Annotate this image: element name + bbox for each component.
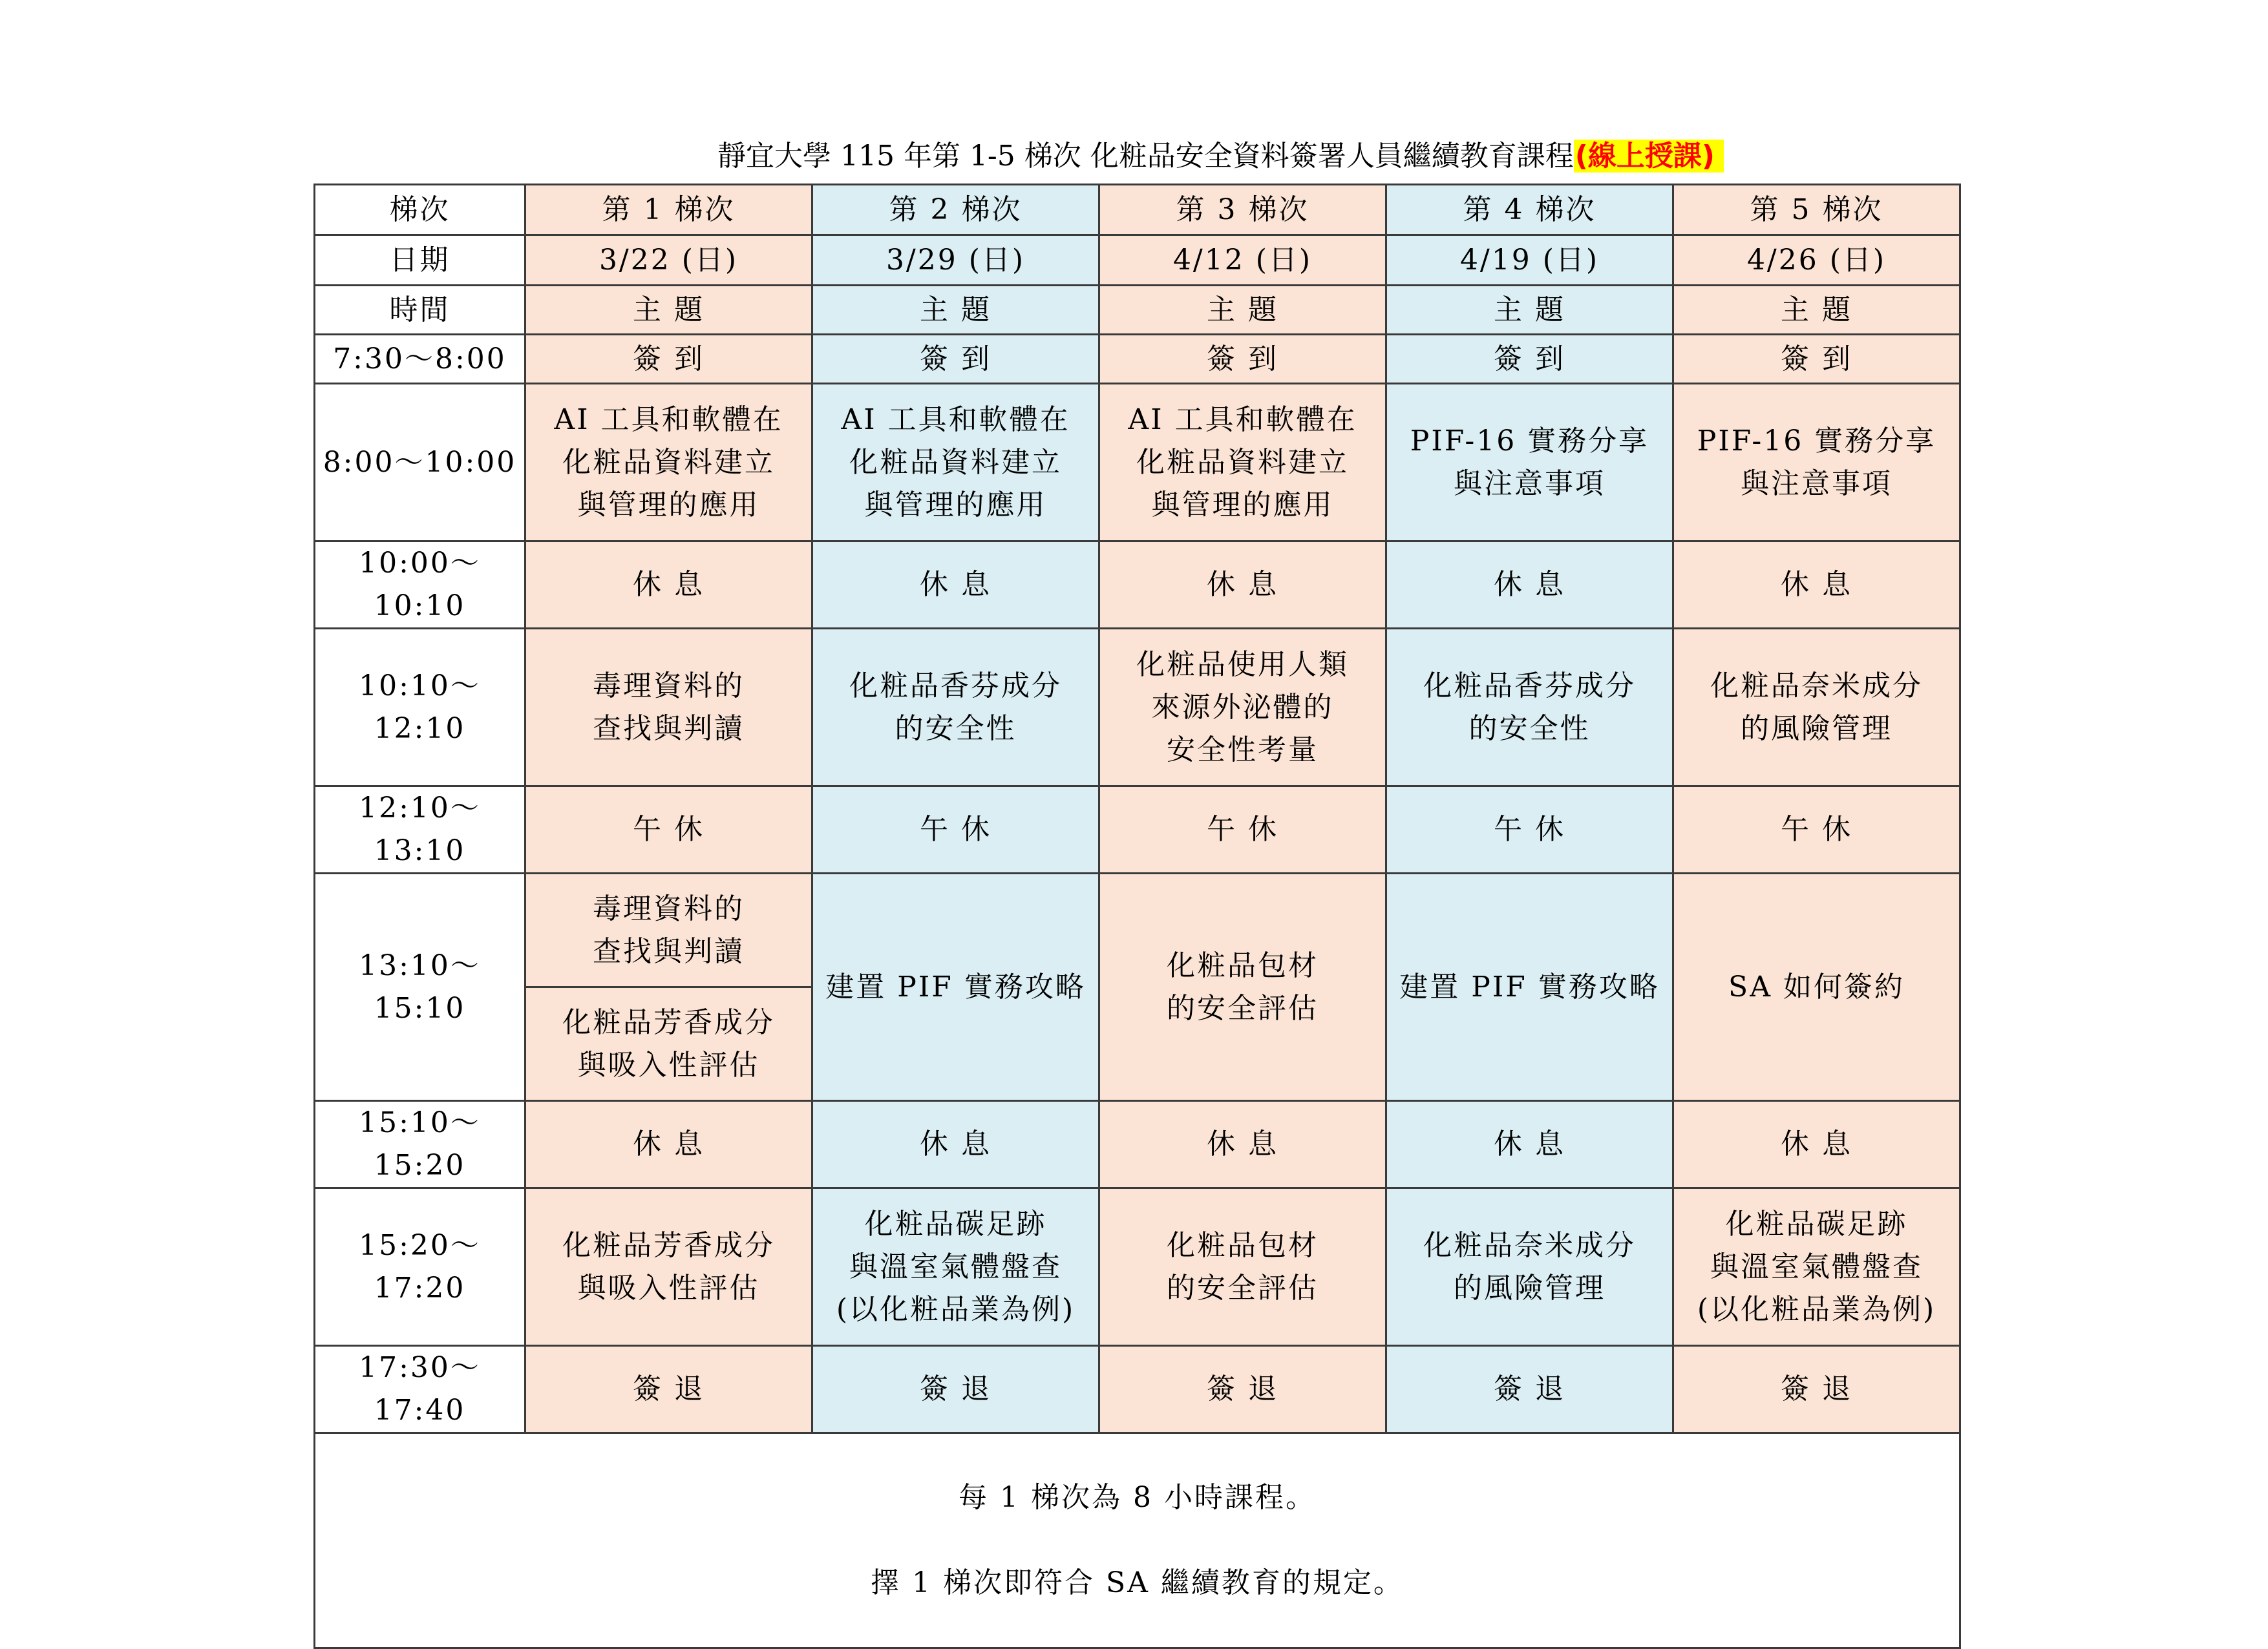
topic-cell-4: 建置 PIF 實務攻略 <box>1386 874 1673 1101</box>
date-cell-1: 3/22 (日) <box>525 235 812 286</box>
break-cell-2: 休 息 <box>812 541 1099 629</box>
break-cell-1: 休 息 <box>525 541 812 629</box>
checkin-cell-2: 簽 到 <box>812 335 1099 384</box>
table-row-header <box>315 185 1960 235</box>
session-header-2: 第 2 梯次 <box>812 185 1099 235</box>
break-cell-4: 休 息 <box>1386 1101 1673 1188</box>
table-row-dates <box>315 235 1960 286</box>
topic-cell-5: SA 如何簽約 <box>1673 874 1960 1101</box>
topic-header-4: 主 題 <box>1386 286 1673 335</box>
course-schedule-table <box>313 184 1961 1649</box>
session-header-5: 第 5 梯次 <box>1673 185 1960 235</box>
table-row-1520 <box>315 1188 1960 1346</box>
time-cell: 15:10～15:20 <box>315 1101 525 1188</box>
table-row-checkin <box>315 335 1960 384</box>
notes-cell <box>315 1433 1960 1648</box>
session-header-1: 第 1 梯次 <box>525 185 812 235</box>
table-row-break-1000 <box>315 541 1960 629</box>
table-row-break-1510 <box>315 1101 1960 1188</box>
checkout-cell-1: 簽 退 <box>525 1346 812 1433</box>
date-cell-5: 4/26 (日) <box>1673 235 1960 286</box>
time-cell: 10:10～12:10 <box>315 629 525 786</box>
topic-cell-4: PIF-16 實務分享 與注意事項 <box>1386 384 1673 541</box>
lunch-cell-3: 午 休 <box>1099 786 1386 874</box>
break-cell-1: 休 息 <box>525 1101 812 1188</box>
time-cell: 15:20～17:20 <box>315 1188 525 1346</box>
lunch-cell-4: 午 休 <box>1386 786 1673 874</box>
topic-cell-1: 化粧品芳香成分 與吸入性評估 <box>525 1188 812 1346</box>
topic-cell-2: 化粧品香芬成分 的安全性 <box>812 629 1099 786</box>
topic-header-5: 主 題 <box>1673 286 1960 335</box>
topic-cell-1: 毒理資料的 查找與判讀 <box>525 629 812 786</box>
table-row-checkout <box>315 1346 1960 1433</box>
time-cell: 12:10～13:10 <box>315 786 525 874</box>
table-row-1310-a <box>315 874 1960 987</box>
topic-cell-5: PIF-16 實務分享 與注意事項 <box>1673 384 1960 541</box>
table-row-lunch <box>315 786 1960 874</box>
checkout-cell-2: 簽 退 <box>812 1346 1099 1433</box>
time-cell: 17:30～17:40 <box>315 1346 525 1433</box>
topic-cell-5: 化粧品碳足跡 與溫室氣體盤查 (以化粧品業為例) <box>1673 1188 1960 1346</box>
topic-cell-3: 化粧品包材 的安全評估 <box>1099 874 1386 1101</box>
lunch-cell-5: 午 休 <box>1673 786 1960 874</box>
note-line-1: 每 1 梯次為 8 小時課程。 <box>959 1481 1316 1514</box>
topic-cell-2: 化粧品碳足跡 與溫室氣體盤查 (以化粧品業為例) <box>812 1188 1099 1346</box>
time-cell: 10:00～10:10 <box>315 541 525 629</box>
topic-header-3: 主 題 <box>1099 286 1386 335</box>
time-cell: 7:30～8:00 <box>315 335 525 384</box>
time-cell: 8:00～10:00 <box>315 384 525 541</box>
break-cell-3: 休 息 <box>1099 1101 1386 1188</box>
topic-cell-4: 化粧品香芬成分 的安全性 <box>1386 629 1673 786</box>
checkin-cell-4: 簽 到 <box>1386 335 1673 384</box>
table-row-notes <box>315 1433 1960 1648</box>
break-cell-2: 休 息 <box>812 1101 1099 1188</box>
lunch-cell-2: 午 休 <box>812 786 1099 874</box>
date-cell-4: 4/19 (日) <box>1386 235 1673 286</box>
time-cell: 13:10～15:10 <box>315 874 525 1101</box>
checkin-cell-5: 簽 到 <box>1673 335 1960 384</box>
date-cell-3: 4/12 (日) <box>1099 235 1386 286</box>
title-main: 靜宜大學 115 年第 1-5 梯次 化粧品安全資料簽署人員繼續教育課程 <box>717 140 1574 173</box>
topic-cell-5: 化粧品奈米成分 的風險管理 <box>1673 629 1960 786</box>
checkout-cell-3: 簽 退 <box>1099 1346 1386 1433</box>
topic-cell-1-bottom: 化粧品芳香成分 與吸入性評估 <box>525 987 812 1101</box>
topic-cell-3: AI 工具和軟體在 化粧品資料建立 與管理的應用 <box>1099 384 1386 541</box>
break-cell-4: 休 息 <box>1386 541 1673 629</box>
table-row-1010 <box>315 629 1960 786</box>
break-cell-5: 休 息 <box>1673 541 1960 629</box>
document-title <box>717 137 1724 176</box>
note-line-2: 擇 1 梯次即符合 SA 繼續教育的規定。 <box>871 1566 1404 1599</box>
checkin-cell-1: 簽 到 <box>525 335 812 384</box>
table-row-topic-header <box>315 286 1960 335</box>
topic-cell-3: 化粧品使用人類 來源外泌體的 安全性考量 <box>1099 629 1386 786</box>
session-header-4: 第 4 梯次 <box>1386 185 1673 235</box>
dates-label: 日期 <box>315 235 525 286</box>
topic-header-1: 主 題 <box>525 286 812 335</box>
topic-cell-2: AI 工具和軟體在 化粧品資料建立 與管理的應用 <box>812 384 1099 541</box>
topic-cell-1-top: 毒理資料的 查找與判讀 <box>525 874 812 987</box>
break-cell-3: 休 息 <box>1099 541 1386 629</box>
break-cell-5: 休 息 <box>1673 1101 1960 1188</box>
lunch-cell-1: 午 休 <box>525 786 812 874</box>
topic-header-2: 主 題 <box>812 286 1099 335</box>
table-row-0800 <box>315 384 1960 541</box>
date-cell-2: 3/29 (日) <box>812 235 1099 286</box>
topic-cell-2: 建置 PIF 實務攻略 <box>812 874 1099 1101</box>
checkout-cell-5: 簽 退 <box>1673 1346 1960 1433</box>
session-header-3: 第 3 梯次 <box>1099 185 1386 235</box>
title-highlight: (線上授課) <box>1574 140 1724 173</box>
topic-cell-1: AI 工具和軟體在 化粧品資料建立 與管理的應用 <box>525 384 812 541</box>
checkin-cell-3: 簽 到 <box>1099 335 1386 384</box>
header-label: 梯次 <box>315 185 525 235</box>
checkout-cell-4: 簽 退 <box>1386 1346 1673 1433</box>
topic-cell-3: 化粧品包材 的安全評估 <box>1099 1188 1386 1346</box>
topic-cell-4: 化粧品奈米成分 的風險管理 <box>1386 1188 1673 1346</box>
time-label: 時間 <box>315 286 525 335</box>
